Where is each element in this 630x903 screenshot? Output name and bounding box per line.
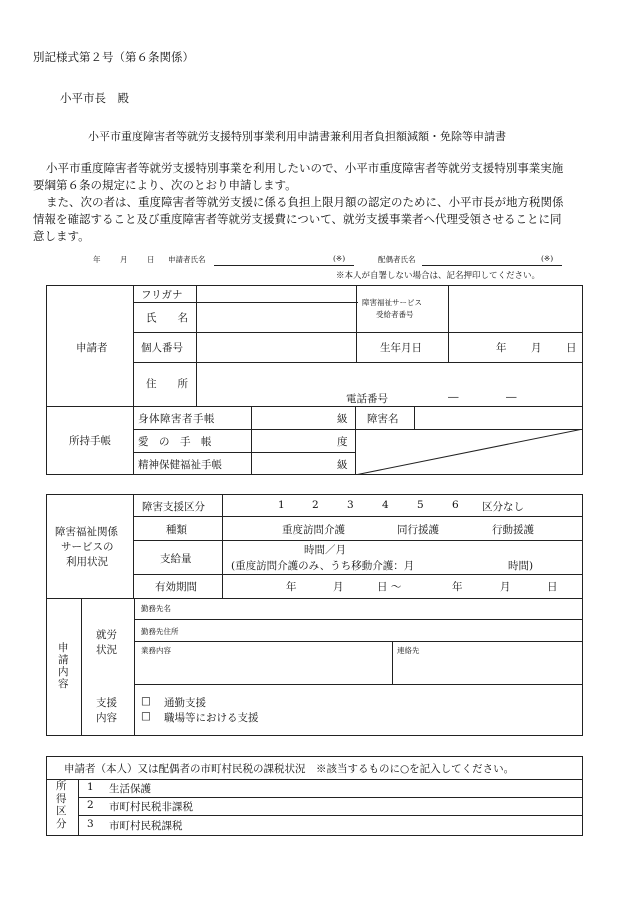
tax-heading: 申請者（本人）又は配偶者の市町村民税の課税状況 ※該当するものに○を記入してください。 [64, 763, 515, 775]
service-number-label: 障害福祉サービス [362, 298, 422, 307]
workplace-address-label: 勤務先住所 [141, 627, 179, 636]
handbook-label: 所持手帳 [69, 435, 111, 447]
work-content-field[interactable] [135, 656, 391, 684]
birth-year: 年 [496, 342, 507, 354]
workplace-field[interactable] [190, 599, 582, 619]
personal-number-field[interactable] [197, 333, 355, 362]
addressee: 小平市長 殿 [60, 91, 129, 105]
furigana-label: フリガナ [141, 289, 183, 301]
class-option-4[interactable]: 4 [382, 499, 389, 511]
diagonal-slash [355, 429, 583, 475]
page-title: 小平市重度障害者等就労支援特別事業利用申請書兼利用者負担額減額・免除等申請書 [88, 130, 506, 143]
body-line-3: また、次の者は、重度障害者等就労支援に係る負担上限月額の認定のために、小平市長が地方税関係 [46, 195, 564, 209]
amount-line-1: 時間／月 [304, 544, 346, 556]
body-line-4: 情報を確認すること及び重度障害者等就労支援費について、就労支援事業者へ代理受領させることに同 [33, 212, 562, 226]
tax-row-2-label: 市町村民税非課税 [109, 801, 193, 813]
mental-handbook-label: 精神保健福祉手帳 [138, 459, 222, 471]
service-section-label-2: サービスの [61, 541, 114, 553]
amount-line-2: (重度訪問介護のみ、うち移動介護：月 [231, 560, 415, 572]
disability-name-label: 障害名 [367, 413, 399, 425]
support-label-2: 内容 [96, 712, 117, 724]
tax-row-3-label: 市町村民税課税 [109, 820, 183, 832]
validity-day-2: 日 [547, 581, 558, 593]
service-section-label-1: 障害福祉関係 [55, 526, 118, 538]
validity-day-1: 日 〜 [377, 581, 402, 593]
income-class-label: 所得区分 [56, 780, 67, 830]
physical-grade: 級 [337, 413, 348, 425]
form-number: 別記様式第２号（第６条関係） [33, 50, 194, 64]
address-field[interactable] [197, 363, 582, 389]
validity-month-1: 月 [333, 581, 344, 593]
tax-row-1-num[interactable]: 1 [87, 781, 94, 793]
support-option-1: 通勤支援 [164, 697, 206, 709]
sig-mark-2: (※) [541, 254, 554, 263]
type-label: 種類 [166, 524, 187, 536]
phone-dash-2: ― [506, 391, 517, 403]
phone-dash-1: ― [448, 391, 459, 403]
support-class-label: 障害支援区分 [142, 501, 205, 513]
validity-year-2: 年 [452, 581, 463, 593]
applicant-name-field[interactable] [214, 265, 354, 266]
tax-row-3-num[interactable]: 3 [87, 818, 94, 830]
workplace-label: 勤務先名 [141, 604, 171, 613]
class-option-2[interactable]: 2 [312, 499, 319, 511]
sig-mark-1: (※) [333, 254, 346, 263]
name-label: 氏 名 [146, 312, 188, 324]
sig-month: 月 [120, 255, 128, 264]
workplace-address-field[interactable] [196, 620, 582, 641]
work-label-1: 就労 [96, 629, 117, 641]
contact-label: 連絡先 [397, 646, 420, 655]
request-content-label: 申請内容 [58, 642, 69, 690]
signature-note: ※本人が自署しない場合は、記名押印してください。 [336, 271, 541, 281]
class-option-3[interactable]: 3 [347, 499, 354, 511]
class-option-1[interactable]: 1 [278, 499, 285, 511]
birth-date-label: 生年月日 [380, 342, 422, 354]
class-option-none[interactable]: 区分なし [482, 501, 524, 513]
body-line-1: 小平市重度障害者等就労支援特別事業を利用したいので、小平市重度障害者等就労支援特別事業実施 [46, 161, 564, 175]
mental-grade: 級 [337, 459, 348, 471]
birth-month: 月 [531, 342, 542, 354]
applicant-name-label: 申請者氏名 [168, 255, 206, 264]
disability-name-field[interactable] [415, 407, 582, 429]
phone-label: 電話番号 [346, 393, 388, 405]
validity-month-2: 月 [500, 581, 511, 593]
validity-year-1: 年 [286, 581, 297, 593]
sig-year: 年 [93, 255, 101, 264]
spouse-name-label: 配偶者氏名 [378, 255, 416, 264]
birth-day: 日 [566, 342, 577, 354]
furigana-field[interactable] [197, 286, 355, 302]
type-option-1[interactable]: 重度訪問介護 [282, 524, 345, 536]
ai-degree: 度 [337, 436, 348, 448]
name-field[interactable] [197, 303, 355, 332]
support-checkbox-1[interactable]: □ [141, 695, 151, 707]
physical-handbook-label: 身体障害者手帳 [138, 413, 215, 425]
work-label-2: 状況 [96, 644, 117, 656]
service-section-label-3: 利用状況 [66, 556, 108, 568]
body-line-5: 意します。 [33, 229, 90, 243]
type-option-2[interactable]: 同行援護 [397, 524, 439, 536]
support-label-1: 支援 [96, 697, 117, 709]
applicant-section-label: 申請者 [76, 342, 108, 354]
amount-line-2b: 時間) [508, 560, 534, 572]
ai-handbook-label: 愛 の 手 帳 [138, 436, 212, 448]
body-line-2: 要綱第６条の規定により、次のとおり申請します。 [33, 178, 297, 192]
contact-field[interactable] [393, 656, 582, 684]
service-number-label-2: 受給者番号 [376, 310, 414, 319]
sig-day: 日 [147, 255, 155, 264]
address-label: 住 所 [146, 378, 188, 390]
tax-row-2-num[interactable]: 2 [87, 799, 94, 811]
support-checkbox-2[interactable]: □ [141, 710, 151, 722]
support-option-2: 職場等における支援 [164, 712, 259, 724]
type-option-3[interactable]: 行動援護 [492, 524, 534, 536]
personal-number-label: 個人番号 [141, 342, 183, 354]
work-content-label: 業務内容 [141, 646, 171, 655]
validity-label: 有効期間 [155, 581, 197, 593]
service-number-field[interactable] [449, 286, 582, 332]
tax-row-1-label: 生活保護 [109, 783, 151, 795]
class-option-5[interactable]: 5 [417, 499, 424, 511]
spouse-name-field[interactable] [422, 265, 562, 266]
class-option-6[interactable]: 6 [452, 499, 459, 511]
amount-label: 支給量 [160, 553, 192, 565]
